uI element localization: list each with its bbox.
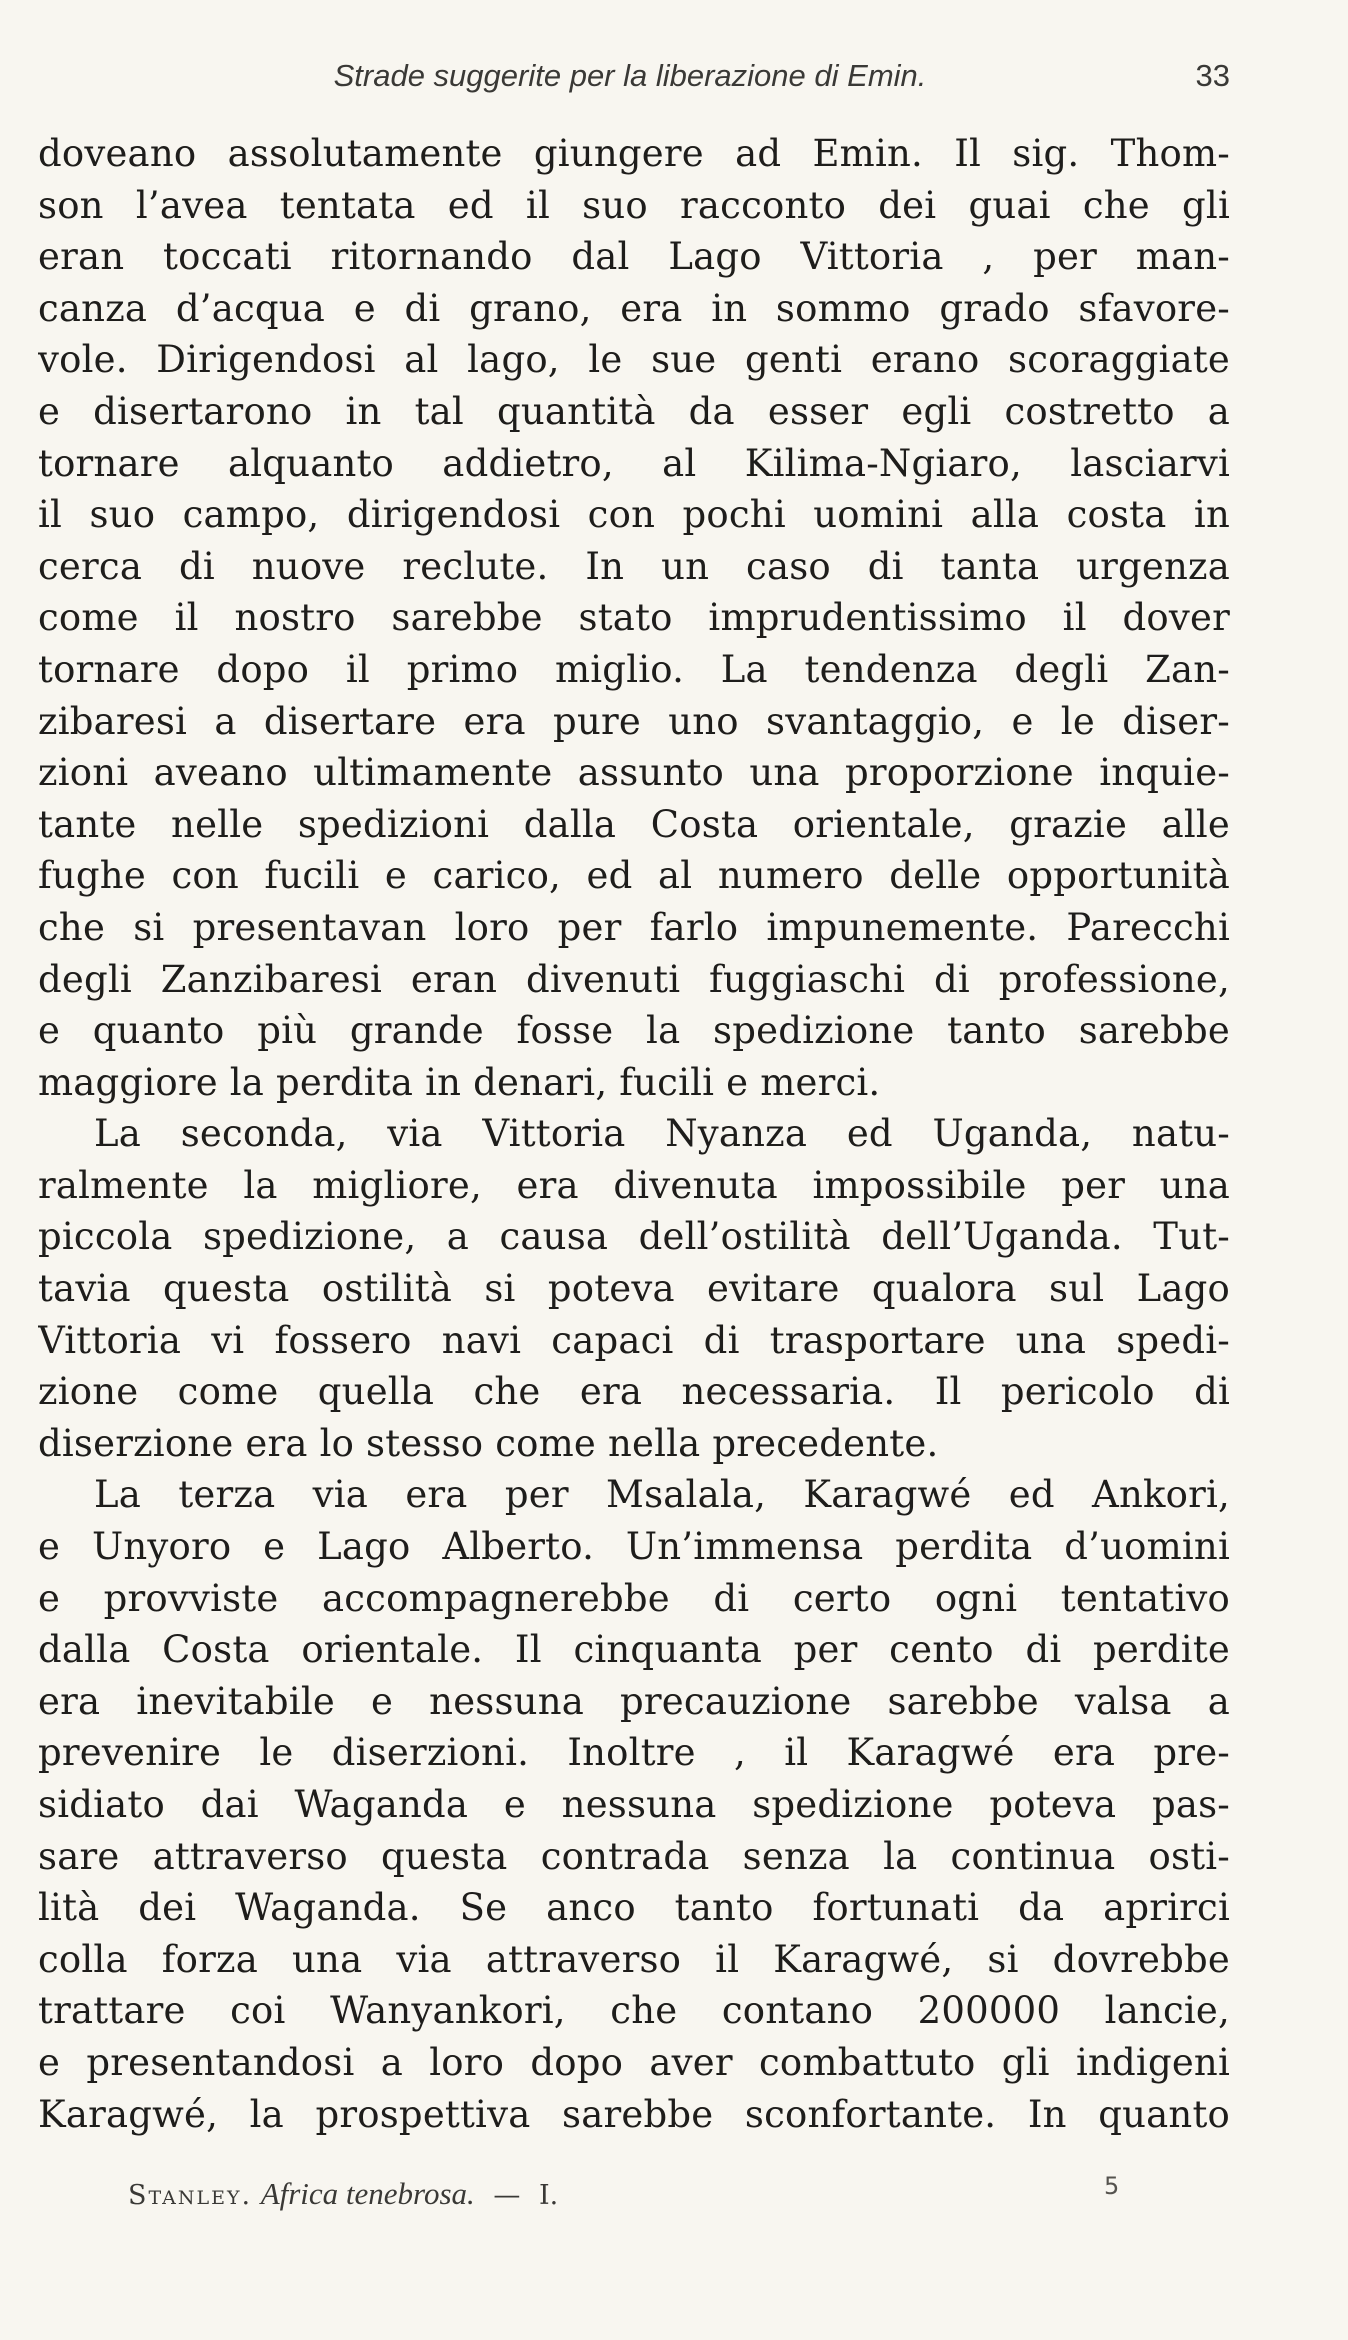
text-line: La seconda, via Vittoria Nyanza ed Uganda, natu- xyxy=(94,1112,1230,1156)
text-line: canza d’acqua e di grano, era in sommo grado sfavore- xyxy=(38,286,1230,330)
footer-separator: — xyxy=(493,2180,521,2211)
text-line: sidiato dai Waganda e nessuna spedizione poteva pas- xyxy=(38,1783,1230,1826)
text-line: e disertarono in tal quantità da esser egli costretto a xyxy=(38,389,1230,433)
page-number: 33 xyxy=(1195,58,1230,93)
gathering-signature: 5 xyxy=(1104,2172,1120,2200)
text-line: zione come quella che era necessaria. Il pericolo di xyxy=(38,1370,1230,1414)
text-line: e Unyoro e Lago Alberto. Un’immensa perdita d’uomini xyxy=(38,1525,1230,1569)
footer-book-title: Africa tenebrosa. xyxy=(260,2176,475,2211)
text-line: doveano assolutamente giungere ad Emin. Il sig. Thom- xyxy=(38,132,1230,175)
text-line: eran toccati ritornando dal Lago Vittoria , per man- xyxy=(38,235,1230,279)
text-line: maggiore la perdita in denari, fucili e merci. xyxy=(38,1060,881,1104)
text-line: e provviste accompagnerebbe di certo ogni tentativo xyxy=(38,1576,1230,1620)
footer-author: Stanley. xyxy=(128,2180,253,2211)
text-line: sare attraverso questa contrada senza la continua osti- xyxy=(38,1834,1230,1878)
text-line: e presentandosi a loro dopo aver combattuto gli indigeni xyxy=(38,2040,1230,2084)
text-line: tante nelle spedizioni dalla Costa orientale, grazie alle xyxy=(38,802,1230,846)
text-line: piccola spedizione, a causa dell’ostilità dell’Uganda. Tut- xyxy=(38,1215,1230,1259)
running-head-title: Strade suggerite per la liberazione di Emin. xyxy=(333,58,927,93)
text-line: Vittoria vi fossero navi capaci di trasportare una spedi- xyxy=(38,1318,1230,1362)
text-line: trattare coi Wanyankori, che contano 200000 lancie, xyxy=(38,1989,1230,2033)
text-line: zioni aveano ultimamente assunto una proporzione inquie- xyxy=(38,751,1230,795)
text-line: e quanto più grande fosse la spedizione tanto sarebbe xyxy=(38,1009,1230,1053)
text-line: era inevitabile e nessuna precauzione sarebbe valsa a xyxy=(38,1679,1230,1723)
text-line: diserzione era lo stesso come nella precedente. xyxy=(38,1421,939,1465)
text-line: Karagwé, la prospettiva sarebbe sconfortante. In quanto xyxy=(38,2092,1230,2136)
footer-volume: I. xyxy=(538,2180,559,2211)
text-line: lità dei Waganda. Se anco tanto fortunati da aprirci xyxy=(38,1886,1230,1930)
text-line: tornare alquanto addietro, al Kilima-Ngiaro, lasciarvi xyxy=(38,441,1230,485)
text-line: degli Zanzibaresi eran divenuti fuggiaschi di professione, xyxy=(38,957,1230,1001)
text-line: La terza via era per Msalala, Karagwé ed Ankori, xyxy=(94,1473,1230,1517)
text-line: cerca di nuove reclute. In un caso di tanta urgenza xyxy=(38,544,1230,588)
text-line: tornare dopo il primo miglio. La tendenza degli Zan- xyxy=(38,647,1230,691)
text-line: son l’avea tentata ed il suo racconto dei guai che gli xyxy=(38,183,1230,227)
text-line: il suo campo, dirigendosi con pochi uomini alla costa in xyxy=(38,493,1230,537)
text-line: tavia questa ostilità si poteva evitare qualora sul Lago xyxy=(38,1267,1230,1311)
text-line: colla forza una via attraverso il Karagwé, si dovrebbe xyxy=(38,1937,1230,1981)
text-line: come il nostro sarebbe stato imprudentissimo il dover xyxy=(38,596,1230,640)
text-line: dalla Costa orientale. Il cinquanta per cento di perdite xyxy=(38,1628,1230,1672)
text-line: vole. Dirigendosi al lago, le sue genti erano scoraggiate xyxy=(38,338,1230,382)
body-text xyxy=(38,128,1230,2140)
page-footer xyxy=(128,2176,1128,2212)
text-line: fughe con fucili e carico, ed al numero delle opportunità xyxy=(38,854,1230,898)
text-line: ralmente la migliore, era divenuta impossibile per una xyxy=(38,1163,1230,1207)
text-line: zibaresi a disertare era pure uno svantaggio, e le diser- xyxy=(38,699,1230,743)
text-line: prevenire le diserzioni. Inoltre , il Karagwé era pre- xyxy=(38,1731,1230,1775)
text-line: che si presentavan loro per farlo impunemente. Parecchi xyxy=(38,905,1230,949)
